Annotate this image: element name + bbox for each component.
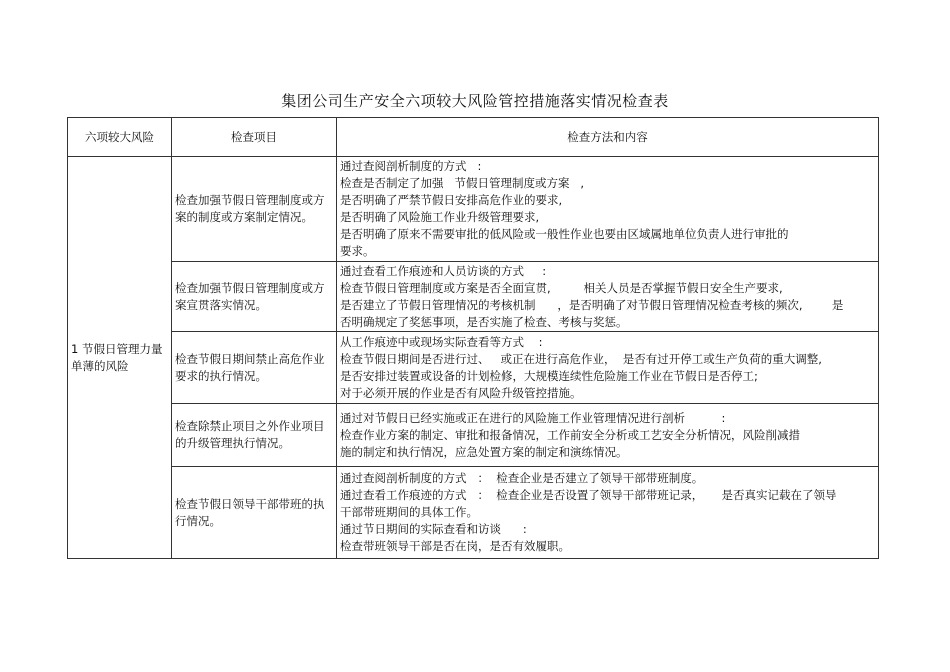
method-line: 检查是否制定了加强 节假日管理制度或方案 , [340,176,585,190]
method-line: 通过对节假日已经实施或正在进行的风险施工作业管理情况进行剖析 : [340,410,726,425]
method-cell [337,157,879,262]
method-line: 是否建立了节假日管理情况的考核机制 ，是否明确了对节假日管理情况检查考核的频次, 是 [340,297,844,312]
page-title: 集团公司生产安全六项较大风险管控措施落实情况检查表 [281,92,669,110]
method-line: 是否明确了风险施工作业升级管理要求, [340,210,540,224]
method-cell [337,262,879,332]
method-cell [337,404,879,467]
method-line: 通过查阅剖析制度的方式 ： 检查企业是否建立了领导干部带班制度。 [340,471,704,485]
table-row [68,157,879,262]
item-cell: 检查加强节假日管理制度或方案的制度或方案制定情况。 [172,157,337,262]
method-line: 通过查阅剖析制度的方式 : [340,159,482,173]
method-cell [337,332,879,404]
method-line: 检查作业方案的制定、审批和报备情况，工作前安全分析或工艺安全分析情况，风险削减措 [340,427,800,442]
item-cell: 检查节假日领导干部带班的执行情况。 [172,467,337,559]
item-cell: 检查节假日期间禁止高危作业要求的执行情况。 [172,332,337,404]
method-line: 通过查看工作痕迹的方式 ： 检查企业是否设置了领导干部带班记录， 是否真实记载在了领导 [340,488,837,502]
method-line: 施的制定和执行情况，应急处置方案的制定和演练情况。 [340,444,628,459]
method-line: 通过节日期间的实际查看和访谈 : [340,522,527,536]
header-method: 检查方法和内容 [337,118,879,157]
method-line: 干部带班期间的具体工作。 [340,505,478,519]
method-line: 是否明确了原来不需要审批的低风险或一般性作业也要由区域属地单位负责人进行审批的 [340,227,789,241]
header-risk: 六项较大风险 [68,118,172,157]
header-item: 检查项目 [172,118,337,157]
method-line: 要求。 [340,244,375,258]
method-line: 检查节假日管理制度或方案是否全面宣贯, 相关人员是否掌握节假日安全生产要求, [340,280,783,295]
item-cell: 检查加强节假日管理制度或方案宣贯落实情况。 [172,262,337,332]
table-row [68,467,879,559]
risk-cell: 1 节假日管理力量单薄的风险 [68,157,172,559]
table-row [68,262,879,332]
method-line: 是否安排过装置或设备的计划检修，大规模连续性危险施工作业在节假日是否停工; [340,368,758,383]
inspection-table [67,117,879,559]
method-line: 对于必须开展的作业是否有风险升级管控措施。 [340,385,582,400]
table-row [68,332,879,404]
table-row [68,404,879,467]
method-line: 从工作痕迹中或现场实际查看等方式 : [340,334,543,349]
method-cell [337,467,879,559]
table-header-row [68,118,879,157]
method-line: 是否明确了严禁节假日安排高危作业的要求, [340,193,563,207]
method-line: 否明确规定了奖惩事项，是否实施了检查、考核与奖惩。 [340,314,628,329]
method-line: 检查带班领导干部是否在岗，是否有效履职。 [340,539,570,553]
method-line: 通过查看工作痕迹和人员访谈的方式 : [340,263,547,278]
method-line: 检查节假日期间是否进行过、 或正在进行高危作业， 是否有过开停工或生产负荷的重大调整, [340,351,822,366]
item-cell: 检查除禁止项目之外作业项目的升级管理执行情况。 [172,404,337,467]
